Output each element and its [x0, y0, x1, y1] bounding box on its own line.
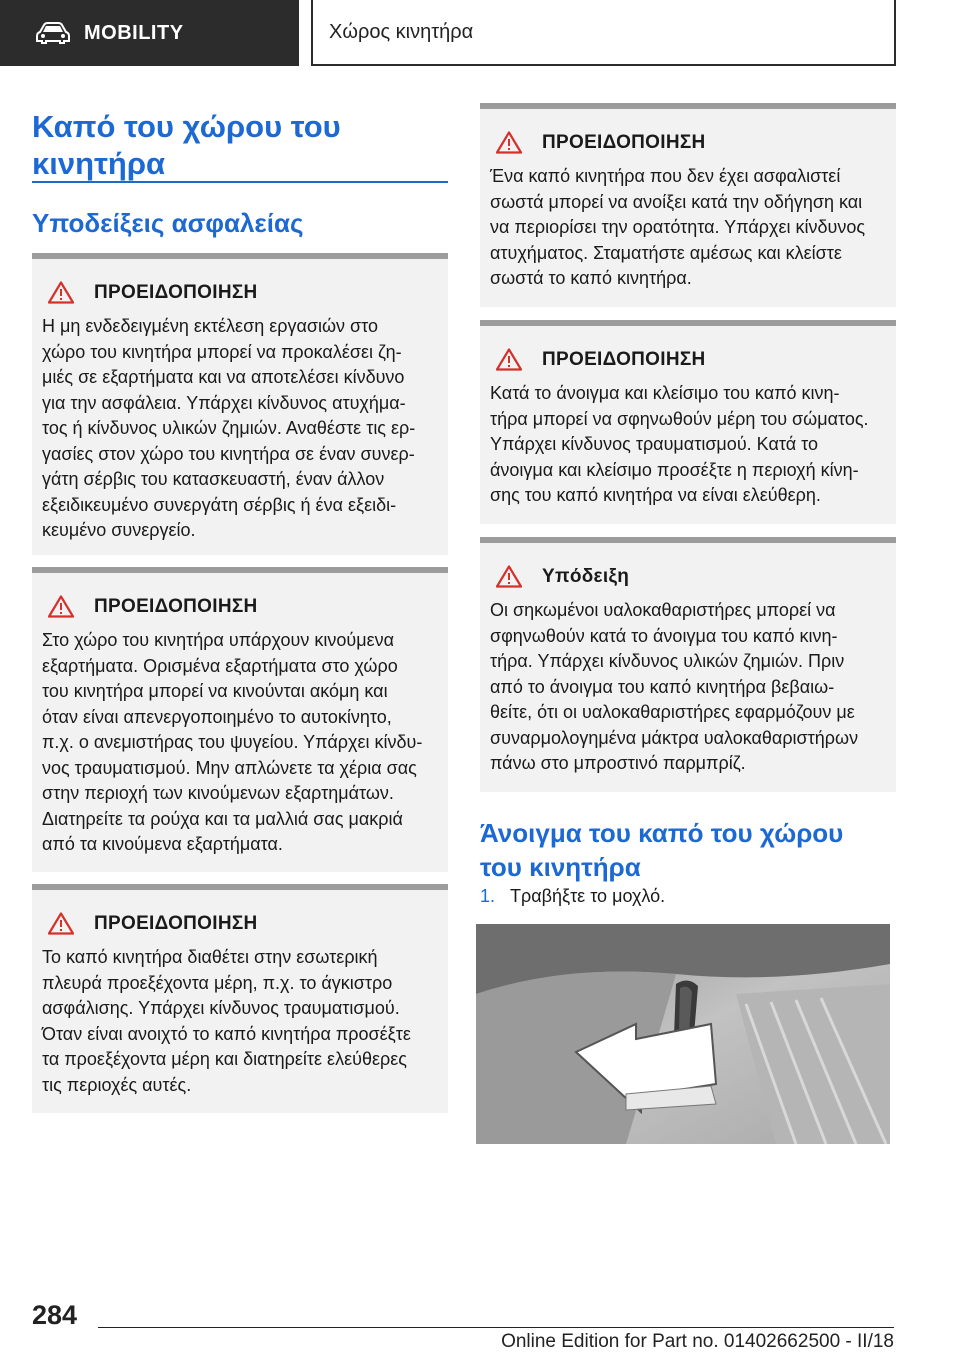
step-text: Τραβήξτε το μοχλό.	[510, 886, 666, 906]
warning-box-2	[32, 567, 448, 872]
hood-lever-photo	[476, 924, 890, 1144]
warning-text: Στο χώρο του κινητήρα υπάρχουν κινούμενα εξαρτήματα. Ορισμένα εξαρτήματα στο χώρο του κινητήρα μπορεί να κινούνται ακόμη και όταν είναι απενεργοποιημένο το αυτοκίνητο, π.χ. ο ανεμιστήρας του ψυγείου. Υπάρχει κίνδυ‐ νος τραυματισμού. Μην απλώνετε τα χέρια σας στην περιοχή των κινούμενων εξαρτημάτων. Διατηρείτε τα ρούχα και τα μαλλιά σας μακριά από τα κινούμενα εξαρτήματα.	[42, 630, 423, 854]
hood-lever-illustration	[476, 924, 890, 1144]
section-label: MOBILITY	[84, 21, 184, 44]
car-icon	[36, 22, 70, 44]
notice-box	[480, 537, 896, 792]
title-divider	[32, 181, 448, 183]
warning-box-1	[32, 253, 448, 555]
warning-box-3	[32, 884, 448, 1113]
safety-heading: Υποδείξεις ασφαλείας	[32, 208, 304, 238]
warning-triangle-icon	[48, 281, 74, 304]
warning-triangle-icon	[496, 348, 522, 371]
warning-triangle-icon	[496, 565, 522, 588]
warning-label: ΠΡΟΕΙΔΟΠΟΙΗΣΗ	[542, 348, 706, 370]
page-number: 284	[32, 1300, 78, 1330]
warning-text: Το καπό κινητήρα διαθέτει στην εσωτερική πλευρά προεξέχοντα μέρη, π.χ. το άγκιστρο ασφάλισης. Υπάρχει κίνδυνος τραυματισμού. Όταν είναι ανοιχτό το καπό κινητήρα προσέξτε τα προεξέχοντα μέρη και διατηρείτε ελεύθερες τις περιοχές αυτές.	[42, 947, 411, 1095]
warning-label: ΠΡΟΕΙΔΟΠΟΙΗΣΗ	[94, 595, 258, 617]
warning-label: ΠΡΟΕΙΔΟΠΟΙΗΣΗ	[542, 131, 706, 153]
warning-text: Κατά το άνοιγμα και κλείσιμο του καπό κινη‐ τήρα μπορεί να σφηνωθούν μέρη του σώματος. Υπάρχει κίνδυνος τραυματισμού. Κατά το άνοιγμα και κλείσιμο προσέξτε η περιοχή κίνη‐ σης του καπό κινητήρα να είναι ελεύθερη.	[490, 383, 869, 505]
footer-divider	[98, 1327, 894, 1328]
page-title: Καπό του χώρου του κινητήρα	[32, 109, 341, 181]
warning-label: ΠΡΟΕΙΔΟΠΟΙΗΣΗ	[94, 912, 258, 934]
warning-box-4	[480, 103, 896, 307]
warning-triangle-icon	[48, 595, 74, 618]
warning-triangle-icon	[496, 131, 522, 154]
warning-text: Η μη ενδεδειγμένη εκτέλεση εργασιών στο χώρο του κινητήρα μπορεί να προκαλέσει ζη‐ μιές σε εξαρτήματα και να αποτελέσει κίνδυνο για την ασφάλεια. Υπάρχει κίνδυνος ατυχήμα‐ τος ή κίνδυνος υλικών ζημιών. Αναθέστε τις ερ‐ γασίες στον χώρο του κινητήρα σε έναν συνερ‐ γάτη σέρβις του κατασκευαστή, έναν άλλον εξειδικευμένο συνεργάτη σέρβις ή ένα εξειδι‐ κευμένο συνεργείο.	[42, 316, 416, 540]
open-heading: Άνοιγμα του καπό του χώρου του κινητήρα	[480, 818, 844, 882]
warning-box-5	[480, 320, 896, 524]
chapter-title: Χώρος κινητήρα	[311, 0, 896, 66]
warning-label: ΠΡΟΕΙΔΟΠΟΙΗΣΗ	[94, 281, 258, 303]
step-number: 1.	[480, 886, 496, 906]
notice-label: Υπόδειξη	[542, 565, 630, 587]
section-tab	[0, 0, 299, 66]
warning-text: Ένα καπό κινητήρα που δεν έχει ασφαλιστεί σωστά μπορεί να ανοίξει κατά την οδήγηση και να περιορίσει την ορατότητα. Υπάρχει κίνδυνος ατυχήματος. Σταματήστε αμέσως και κλείστε σωστά το καπό κινητήρα.	[490, 166, 866, 288]
step-item	[480, 886, 665, 907]
warning-triangle-icon	[48, 912, 74, 935]
notice-text: Οι σηκωμένοι υαλοκαθαριστήρες μπορεί να σφηνωθούν κατά το άνοιγμα του καπό κινη‐ τήρα. Υπάρχει κίνδυνος υλικών ζημιών. Πριν από το άνοιγμα του καπό κινητήρα βεβαιω‐ θείτε, ότι οι υαλοκαθαριστήρες εφαρμόζουν με συναρμολογημένα μάκτρα υαλοκαθαριστήρων πάνω στο μπροστινό παρμπρίζ.	[490, 600, 859, 773]
edition-text: Online Edition for Part no. 01402662500 - II/18	[501, 1331, 894, 1352]
